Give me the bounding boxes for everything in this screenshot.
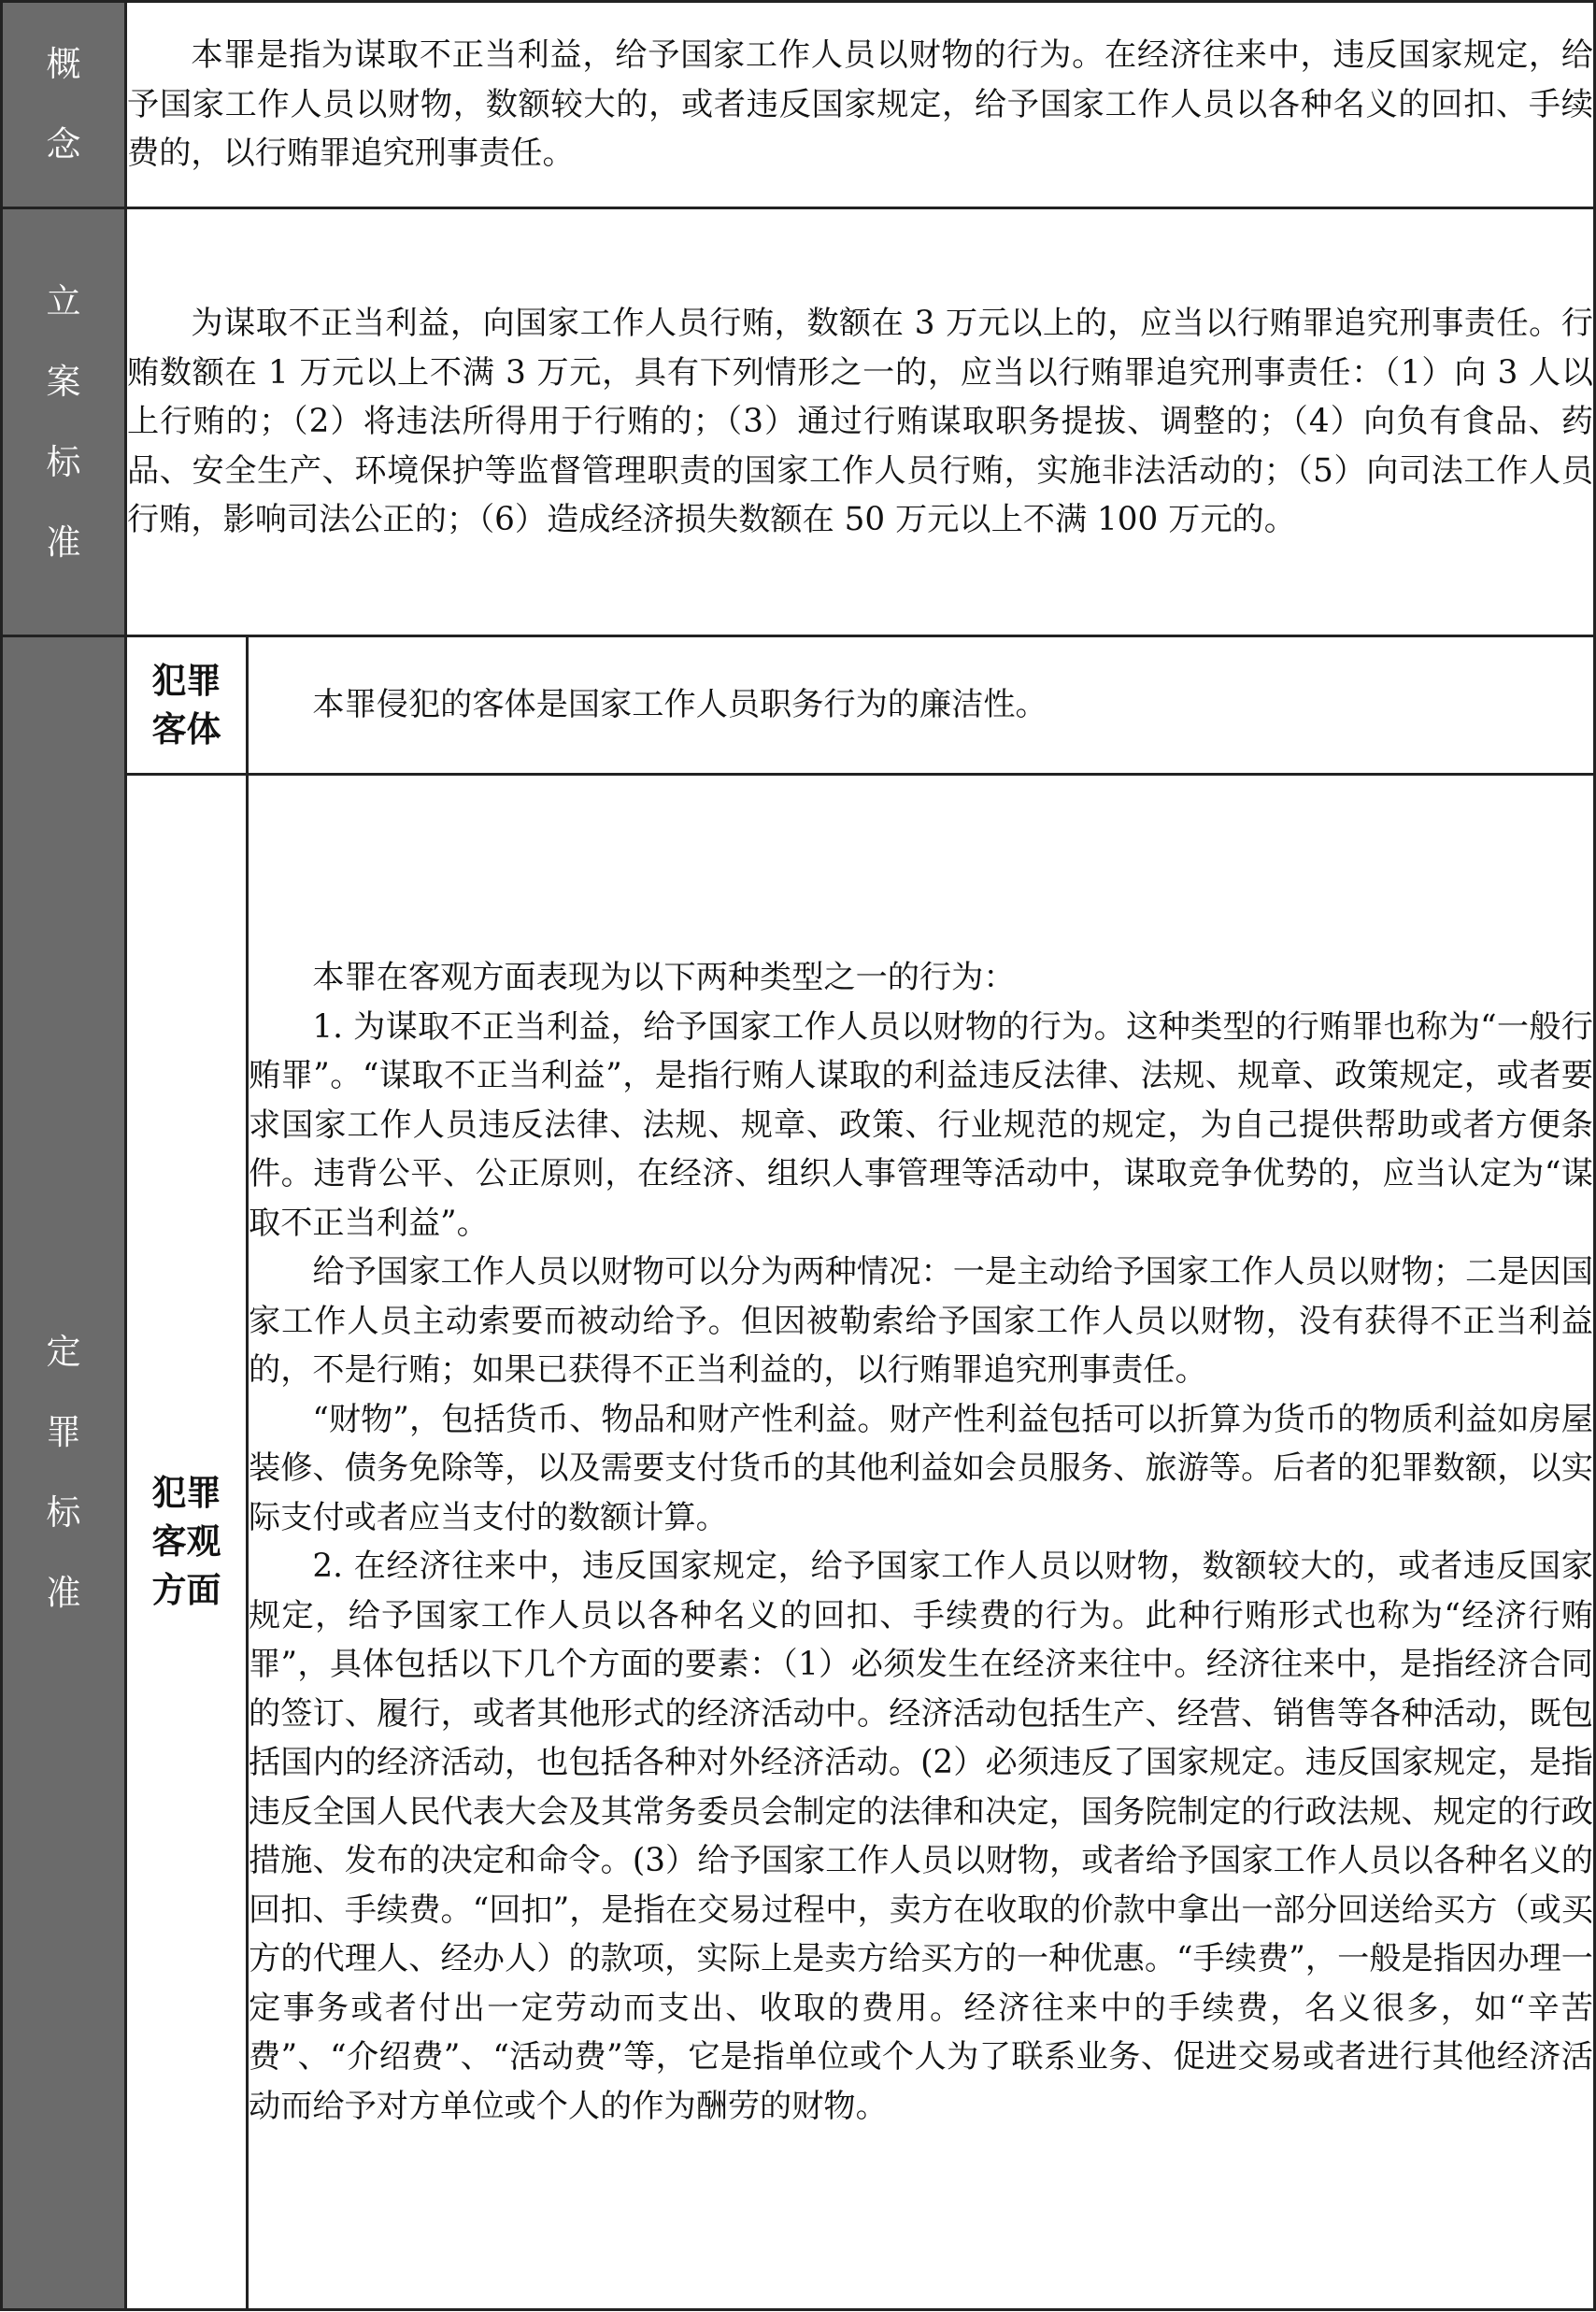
label-char: 立	[46, 280, 81, 321]
objective-paragraph: 1. 为谋取不正当利益，给予国家工作人员以财物的行为。这种类型的行贿罪也称为“一般行贿罪”。“谋取不正当利益”，是指行贿人谋取的利益违反法律、法规、规章、政策规定，或者要求国家工作人员违反法律、法规、规章、政策、行业规范的规定，为自己提供帮助或者方便条件。违背公平、公正原则，在经济、组织人事管理等活动中，谋取竞争优势的，应当认定为“谋取不正当利益”。	[249, 1007, 1593, 1242]
filing-standard-text-cell	[126, 208, 1595, 636]
label-char: 标	[46, 1492, 81, 1533]
objective-paragraph: “财物”，包括货币、物品和财产性利益。财产性利益包括可以折算为货币的物质利益如房屋装修、债务免除等，以及需要支付货币的其他利益如会员服务、旅游等。后者的犯罪数额，以实际支付或者应当支付的数额计算。	[249, 1400, 1593, 1536]
concept-paragraph: 本罪是指为谋取不正当利益，给予国家工作人员以财物的行为。在经济往来中，违反国家规定，给予国家工作人员以财物，数额较大的，或者违反国家规定，给予国家工作人员以各种名义的回扣、手续费的，以行贿罪追究刑事责任。	[127, 36, 1593, 173]
label-char: 准	[46, 1573, 81, 1613]
objective-paragraph: 2. 在经济往来中，违反国家规定，给予国家工作人员以财物，数额较大的，或者违反国家规定，给予国家工作人员以各种名义的回扣、手续费的行为。此种行贿形式也称为“经济行贿罪”，具体包括以下几个方面的要素：（1）必须发生在经济来往中。经济往来中，是指经济合同的签订、履行，或者其他形式的经济活动中。经济活动包括生产、经营、销售等各种活动，既包括国内的经济活动，也包括各种对外经济活动。(2）必须违反了国家规定。违反国家规定，是指违反全国人民代表大会及其常务委员会制定的法律和决定，国务院制定的行政法规、规定的行政措施、发布的决定和命令。(3）给予国家工作人员以财物，或者给予国家工作人员以各种名义的回扣、手续费。“回扣”，是指在交易过程中，卖方在收取的价款中拿出一部分回送给买方（或买方的代理人、经办人）的款项，实际上是卖方给买方的一种优惠。“手续费”，一般是指因办理一定事务或者付出一定劳动而支出、收取的费用。经济往来中的手续费，名义很多，如“辛苦费”、“介绍费”、“活动费”等，它是指单位或个人为了联系业务、促进交易或者进行其他经济活动而给予对方单位或个人的作为酬劳的财物。	[249, 1548, 1593, 2125]
sublabel-line: 犯罪	[151, 1473, 221, 1513]
row-concept	[2, 2, 1595, 208]
objective-aspect-text-cell	[248, 775, 1595, 2310]
label-filing-standard	[2, 208, 126, 636]
label-char: 准	[46, 521, 81, 563]
label-char: 罪	[46, 1412, 81, 1452]
objective-paragraph: 本罪在客观方面表现为以下两种类型之一的行为：	[312, 959, 1016, 996]
objective-paragraph: 给予国家工作人员以财物可以分为两种情况：一是主动给予国家工作人员以财物；二是因国家工作人员主动索要而被动给予。但因被勒索给予国家工作人员以财物，没有获得不正当利益的，不是行贿；如果已获得不正当利益的，以行贿罪追究刑事责任。	[249, 1253, 1593, 1389]
filing-standard-paragraph: 为谋取不正当利益，向国家工作人员行贿，数额在 3 万元以上的，应当以行贿罪追究刑事责任。行贿数额在 1 万元以上不满 3 万元，具有下列情形之一的，应当以行贿罪追究刑事责任：（1）向 3 人以上行贿的；（2）将违法所得用于行贿的；（3）通过行贿谋取职务提拔、调整的；（4）向负有食品、药品、安全生产、环境保护等监督管理职责的国家工作人员行贿，实施非法活动的；（5）向司法工作人员行贿，影响司法公正的；（6）造成经济损失数额在 50 万元以上不满 100 万元的。	[127, 305, 1593, 539]
sublabel-line: 犯罪	[151, 660, 221, 701]
sublabel-line: 客体	[151, 708, 221, 749]
row-filing-standard	[2, 208, 1595, 636]
crime-object-paragraph: 本罪侵犯的客体是国家工作人员职务行为的廉洁性。	[312, 686, 1047, 724]
sublabel-crime-object	[126, 636, 248, 775]
row-objective-aspect	[2, 775, 1595, 2310]
sublabel-objective-aspect	[126, 775, 248, 2310]
row-crime-object	[2, 636, 1595, 775]
crime-object-text-cell	[248, 636, 1595, 775]
sublabel-line: 方面	[151, 1570, 221, 1610]
sublabel-line: 客观	[151, 1521, 221, 1562]
label-conviction-standard	[2, 636, 126, 2310]
label-char: 标	[46, 441, 81, 482]
label-char: 概	[46, 44, 81, 84]
label-char: 案	[46, 361, 81, 402]
label-concept	[2, 2, 126, 208]
label-char: 念	[46, 124, 81, 164]
label-char: 定	[46, 1332, 81, 1372]
concept-text-cell	[126, 2, 1595, 208]
